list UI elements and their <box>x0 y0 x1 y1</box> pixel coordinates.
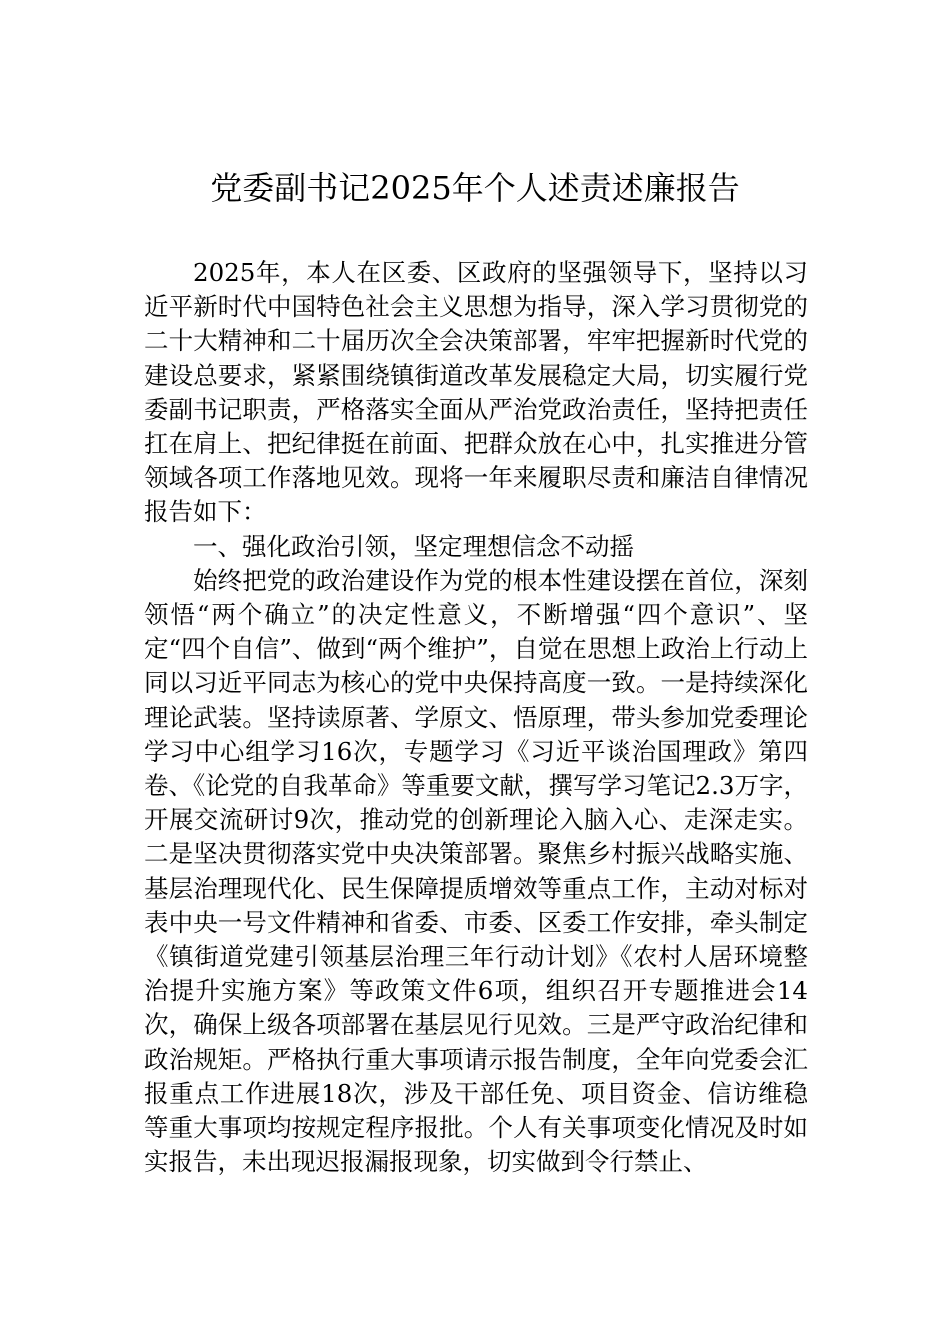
section-paragraph: 始终把党的政治建设作为党的根本性建设摆在首位，深刻领悟“两个确立”的决定性意义，不断增强“四个意识”、坚定“四个自信”、做到“两个维护”，自觉在思想上政治上行动上同以习近平同志为核心的党中央保持高度一致。一是持续深化理论武装。坚持读原著、学原文、悟原理，带头参加党委理论学习中心组学习16次，专题学习《习近平谈治国理政》第四卷、《论党的自我革命》等重要文献，撰写学习笔记2.3万字，开展交流研讨9次，推动党的创新理论入脑入心、走深走实。二是坚决贯彻落实党中央决策部署。聚焦乡村振兴战略实施、基层治理现代化、民生保障提质增效等重点工作，主动对标对表中央一号文件精神和省委、市委、区委工作安排，牵头制定《镇街道党建引领基层治理三年行动计划》《农村人居环境整治提升实施方案》等政策文件6项，组织召开专题推进会14次，确保上级各项部署在基层见行见效。三是严守政治纪律和政治规矩。严格执行重大事项请示报告制度，全年向党委会汇报重点工作进展18次，涉及干部任免、项目资金、信访维稳等重大事项均按规定程序报批。个人有关事项变化情况及时如实报告，未出现迟报漏报现象，切实做到令行禁止、 <box>144 565 808 1177</box>
document-body <box>144 256 808 1179</box>
section-heading: 一、强化政治引领，坚定理想信念不动摇 <box>193 531 634 561</box>
document-title: 党委副书记2025年个人述责述廉报告 <box>210 169 740 207</box>
intro-paragraph: 2025年，本人在区委、区政府的坚强领导下，坚持以习近平新时代中国特色社会主义思想为指导，深入学习贯彻党的二十大精神和二十届历次全会决策部署，牢牢把握新时代党的建设总要求，紧紧围绕镇街道改革发展稳定大局，切实履行党委副书记职责，严格落实全面从严治党政治责任，坚持把责任扛在肩上、把纪律挺在前面、把群众放在心中，扎实推进分管领域各项工作落地见效。现将一年来履职尽责和廉洁自律情况报告如下： <box>144 258 808 527</box>
